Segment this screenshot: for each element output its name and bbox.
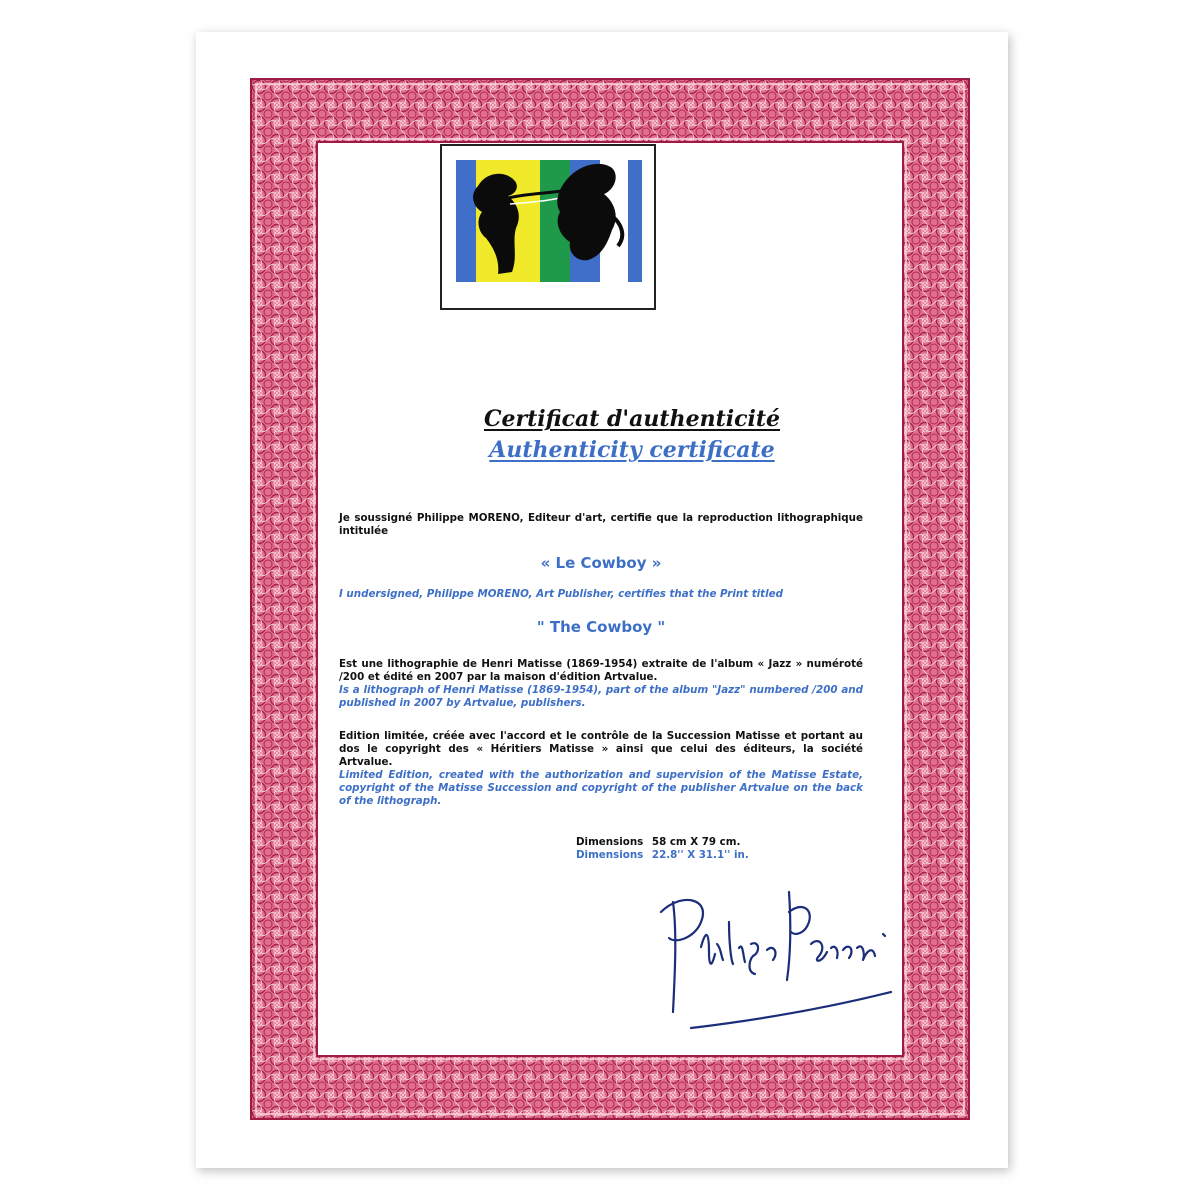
certificate-sheet — [196, 32, 1008, 1168]
title-french: Certificat d'authenticité — [483, 406, 781, 432]
signature-icon — [651, 852, 911, 1052]
dimensions-french — [576, 836, 740, 849]
dimensions-value-english: 22.8'' X 31.1'' in. — [651, 849, 749, 861]
dimensions-label-french: Dimensions — [576, 836, 644, 848]
dimensions-value-french: 58 cm X 79 cm. — [651, 836, 741, 848]
edition-paragraph-french: Edition limitée, créée avec l'accord et le contrôle de la Succession Matisse et portant au dos le copyright des « Héritiers Matisse » ainsi que celui des éditeurs, la société Artvalue. — [339, 730, 863, 768]
title-english: Authenticity certificate — [489, 437, 775, 463]
work-title-english: " The Cowboy " — [536, 618, 666, 636]
description-paragraph-french: Est une lithographie de Henri Matisse (1869-1954) extraite de l'album « Jazz » numéroté /200 et édité en 2007 par la maison d'édition Artvalue. — [339, 658, 863, 683]
work-title-french: « Le Cowboy » — [540, 554, 662, 572]
description-paragraph-english: Is a lithograph of Henri Matisse (1869-1954), part of the album "Jazz" numbered /200 and published in 2007 by Artvalue, publishers. — [339, 684, 863, 709]
edition-paragraph-english: Limited Edition, created with the authorization and supervision of the Matisse Estate, copyright of the Matisse Succession and copyright of the publisher Artvalue on the back of the lithograph. — [339, 769, 863, 807]
matisse-cowboy-icon — [440, 144, 656, 310]
intro-paragraph-french: Je soussigné Philippe MORENO, Editeur d'art, certifie que la reproduction lithographique intitulée — [339, 512, 863, 537]
intro-paragraph-english: I undersigned, Philippe MORENO, Art Publisher, certifies that the Print titled — [339, 588, 783, 600]
dimensions-label-english: Dimensions — [576, 849, 644, 861]
